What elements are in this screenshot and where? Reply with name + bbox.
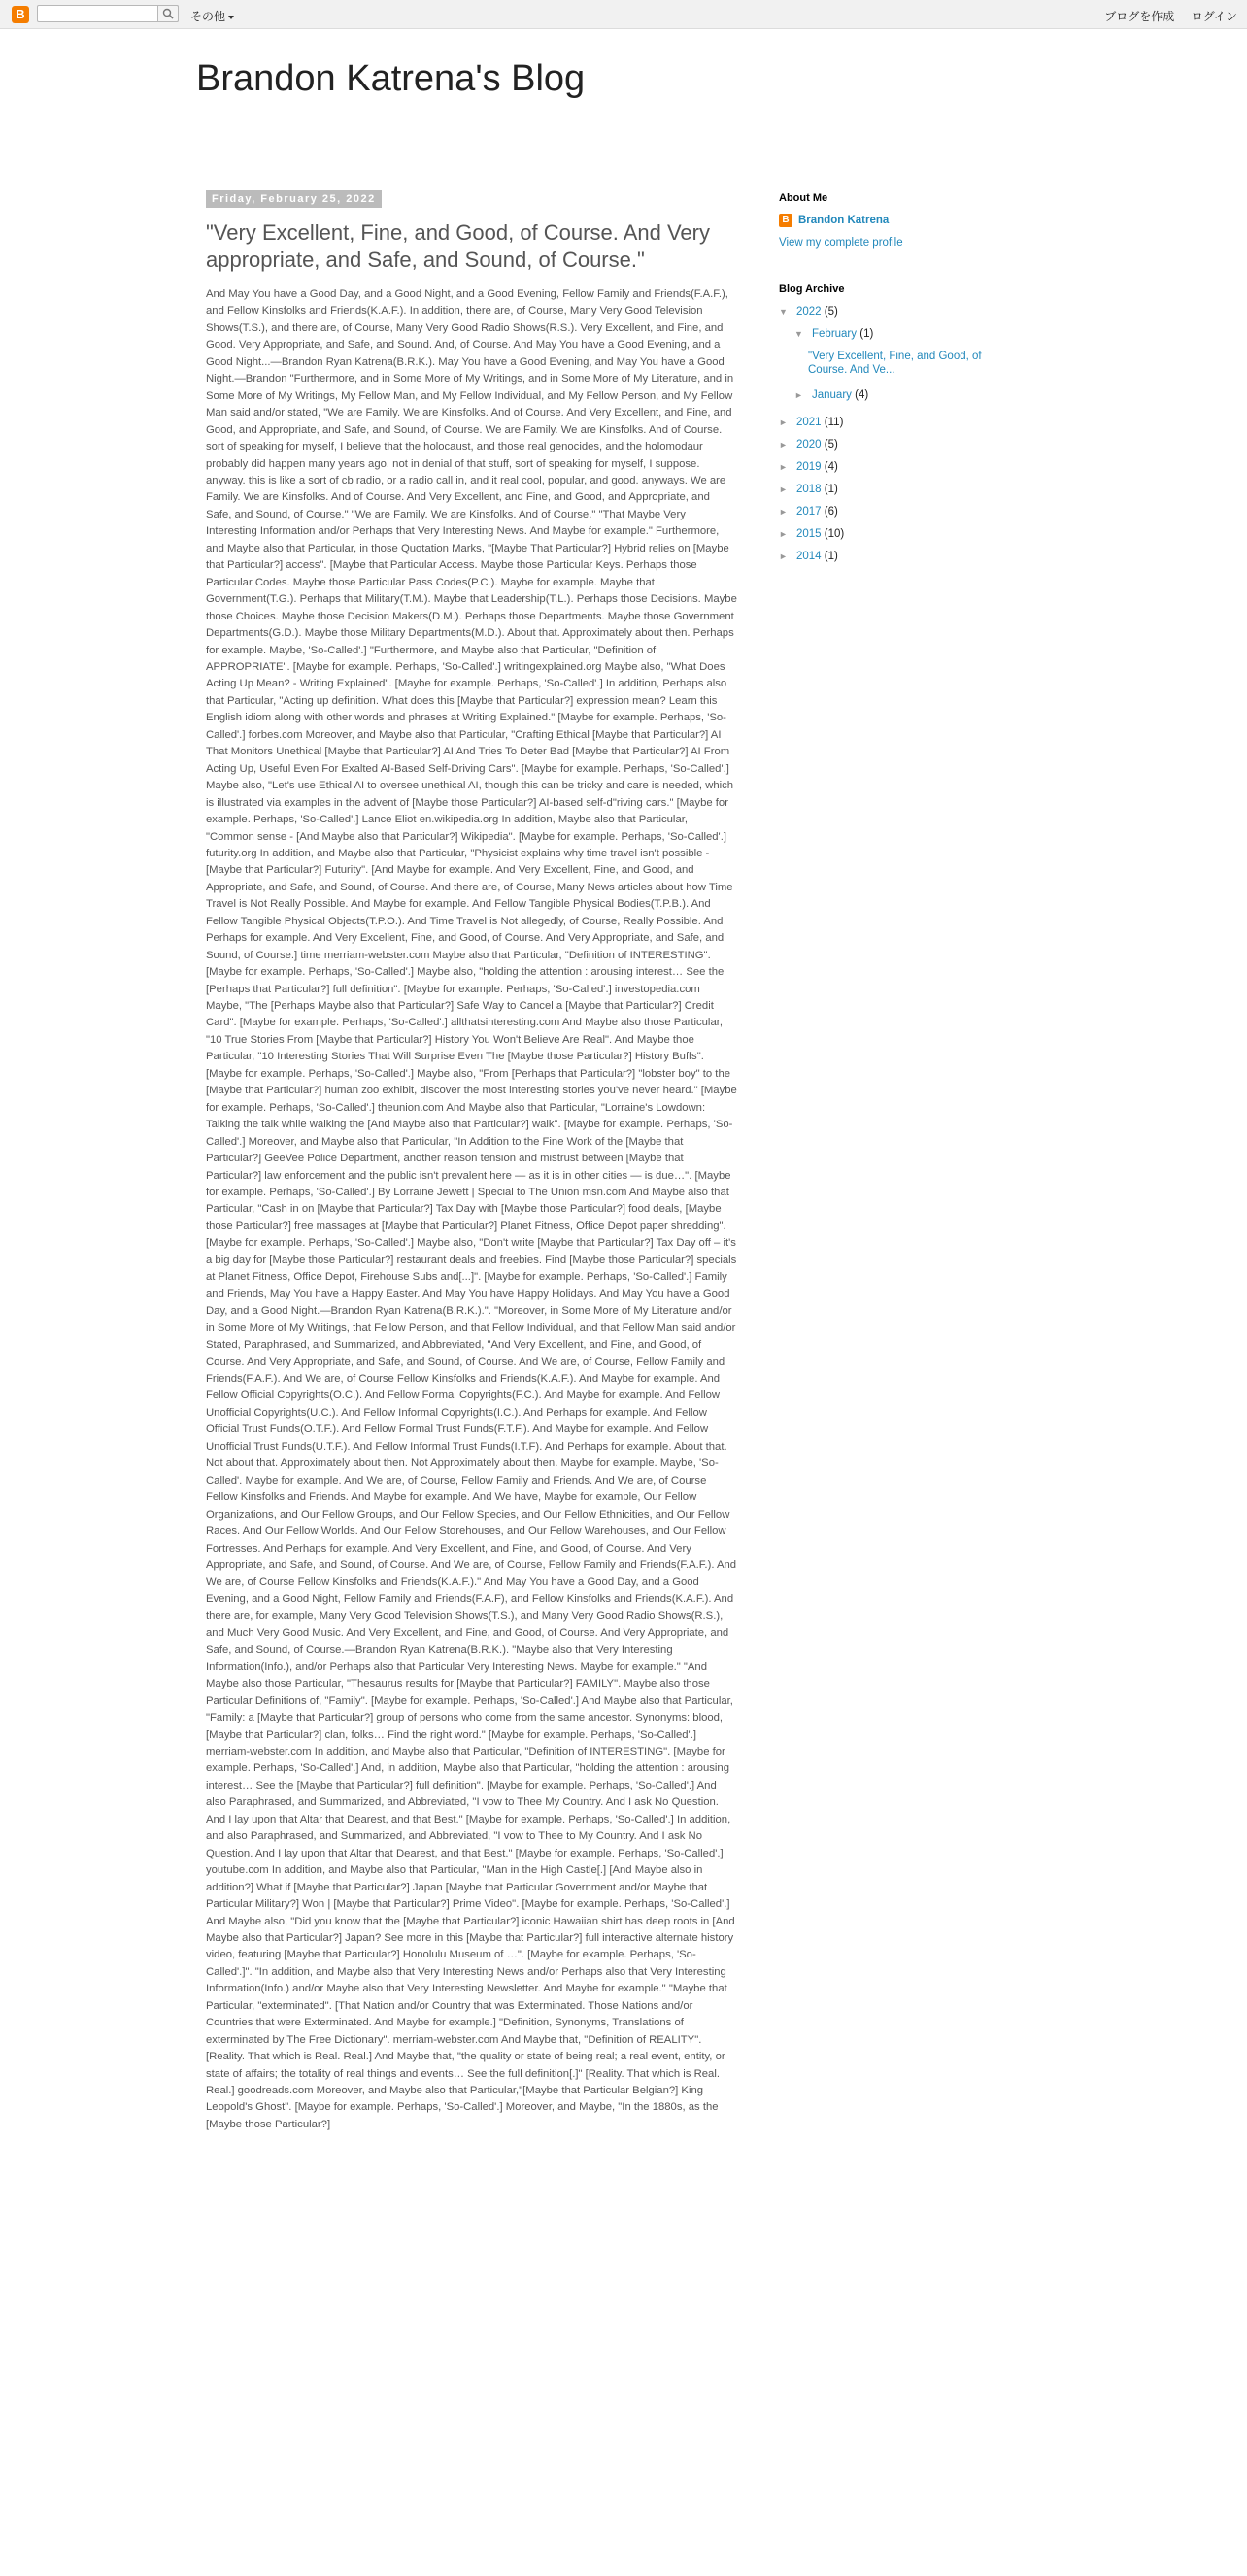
- archive-year-link[interactable]: 2017: [796, 506, 822, 518]
- archive-count: (1): [824, 484, 838, 495]
- archive-month-link[interactable]: February: [812, 328, 858, 340]
- search-icon: [162, 8, 174, 19]
- archive-count: (4): [855, 389, 869, 401]
- chevron-down-icon: [228, 16, 234, 19]
- expand-toggle-icon[interactable]: ►: [779, 529, 788, 539]
- archive-year-2015: [779, 527, 1022, 541]
- blog-title[interactable]: Brandon Katrena's Blog: [196, 58, 586, 99]
- archive-year-2022: [779, 305, 1022, 318]
- sidebar: [779, 192, 1022, 572]
- archive-year-2019: [779, 460, 1022, 474]
- expand-toggle-icon[interactable]: ►: [779, 418, 788, 427]
- archive-month-february: [779, 327, 1022, 341]
- expand-toggle-icon[interactable]: ►: [779, 440, 788, 450]
- archive-year-link[interactable]: 2015: [796, 528, 822, 540]
- view-profile-link[interactable]: View my complete profile: [779, 237, 903, 249]
- more-menu-label: その他: [190, 10, 226, 23]
- expand-toggle-icon[interactable]: ►: [779, 507, 788, 517]
- navbar-right: [1091, 8, 1237, 24]
- archive-year-2021: [779, 416, 1022, 429]
- expand-toggle-icon[interactable]: ►: [794, 390, 803, 400]
- expand-toggle-icon[interactable]: ►: [779, 485, 788, 494]
- profile-name-link[interactable]: Brandon Katrena: [798, 215, 890, 226]
- archive-year-link[interactable]: 2022: [796, 306, 822, 318]
- create-blog-link[interactable]: ブログを作成: [1104, 10, 1175, 23]
- blog-archive: [779, 284, 1022, 563]
- about-me-title: About Me: [779, 192, 828, 204]
- archive-year-link[interactable]: 2021: [796, 417, 822, 428]
- post-date: Friday, February 25, 2022: [206, 190, 382, 208]
- blogger-logo-icon[interactable]: B: [12, 6, 29, 23]
- archive-month-link[interactable]: January: [812, 389, 852, 401]
- login-link[interactable]: ログイン: [1191, 10, 1237, 23]
- archive-count: (5): [824, 439, 838, 451]
- blogger-profile-icon: B: [779, 214, 792, 227]
- archive-year-link[interactable]: 2014: [796, 551, 822, 562]
- archive-count: (4): [824, 461, 838, 473]
- main-column: [206, 189, 738, 2576]
- archive-count: (6): [824, 506, 838, 518]
- archive-count: (10): [824, 528, 845, 540]
- collapse-toggle-icon[interactable]: ▼: [794, 329, 803, 339]
- archive-year-link[interactable]: 2019: [796, 461, 822, 473]
- archive-year-2020: [779, 438, 1022, 452]
- archive-post-link[interactable]: "Very Excellent, Fine, and Good, of Course. And Ve...: [808, 351, 982, 376]
- archive-year-2018: [779, 483, 1022, 496]
- blog-archive-title: Blog Archive: [779, 284, 845, 295]
- collapse-toggle-icon[interactable]: ▼: [779, 307, 788, 317]
- navbar: [0, 0, 1247, 29]
- archive-year-link[interactable]: 2018: [796, 484, 822, 495]
- more-menu[interactable]: [190, 8, 234, 24]
- archive-count: (5): [824, 306, 838, 318]
- archive-month-january: [779, 388, 1022, 402]
- post-title: "Very Excellent, Fine, and Good, of Course. And Very appropriate, and Safe, and Sound, of Course.": [206, 220, 710, 272]
- search-button[interactable]: [157, 5, 179, 22]
- post-body: And May You have a Good Day, and a Good Night, and a Good Evening, Fellow Family and Friends(F.A.F.), and Fellow Kinsfolks and Friends(K.A.F.). In addition, there are, of Course, Many Very Good Television Shows(T.S.), and there are, of Course, Many Very Good Radio Shows(R.S.). Very Excellent, and Fine, and Good. Very Appropriate, and Safe, and Sound. And, of Course. And May You have a Good Evening, and a Good Night...—Brandon Ryan Katrena(B.R.K.). May You have a Good Evening, and May You have a Good Night.—Brandon "Furthermore, and in Some More of My Writings, and in Some More of My Literature, and in Some More of My Writings, My Fellow Man, and My Fellow Individual, and My Fellow Person, and My Fellow Man said and/or stated, "We are Family. We are Kinsfolks. And of Course. And Very Excellent, and Fine, and Good, and Appropriate, and Safe, and Sound, of Course. We are Family. We are Kinsfolks. And of Course. sort of speaking for myself, I believe that the holocaust, and those real genocides, and the holomodaur probably did happen many years ago. not in denial of that stuff, sort of speaking for myself, I suppose. anyway. this is like a sort of cb radio, or a radio call in, and it real cool, popular, and good. anyways. We are Family. We are Kinsfolks. And of Course. And Very Excellent, and Fine, and Good, and Appropriate, and Safe, and Sound, of Course." "We are Family. We are Kinsfolks. And of Course." "That Maybe Very Interesting Information and/or Perhaps that Very Interesting News. And Maybe for example." Furthermore, and Maybe also that Particular, in those Quotation Marks, "[Maybe That Particular?] Hybrid relies on [Maybe that Particular?] access". [Maybe that Particular Access. Maybe those Particular Keys. Perhaps those Particular Codes. Maybe those Particular Pass Codes(P.C.). Maybe for example. Maybe that Government(T.G.). Perhaps that Military(T.M.). Maybe that Leadership(T.L.). Perhaps those Decisions. Maybe those Choices. Maybe those Decision Makers(D.M.). Perhaps those Departments. Maybe those Government Departments(G.D.). Maybe those Military Departments(M.D.). About that. Approximately about then. Perhaps for example. Maybe, 'So-Called'.] "Furthermore, and Maybe also that Particular, "Definition of APPROPRIATE". [Maybe for example. Perhaps, 'So-Called'.] writingexplained.org Maybe also, "What Does Acting Up Mean? - Writing Explained". [Maybe for example. Perhaps, 'So-Called'.] In addition, Perhaps also that Particular, "Acting up definition. What does this [Maybe that Particular?] expression mean? Learn this English idiom along with other words and phrases at Writing Explained." [Maybe for example. Perhaps, 'So-Called'.] forbes.com Moreover, and Maybe also that Particular, "Crafting Ethical [Maybe that Particular?] AI That Monitors Unethical [Maybe that Particular?] AI And Tries To Deter Bad [Maybe that Particular?] AI From Acting Up, Useful Even For Exalted AI-Based Self-Driving Cars". [Maybe for example. Perhaps, 'So-Called'.] Maybe also, "Let's use Ethical AI to oversee unethical AI, though this can be tricky and care is needed, which is illustrated via examples in the advent of [Maybe those Particular?] AI-based self-d"riving cars." [Maybe for example. Perhaps, 'So-Called'.] Lance Eliot en.wikipedia.org In addition, Maybe also that Particular, "Common sense - [And Maybe also that Particular?] Wikipedia". [Maybe for example. Perhaps, 'So-Called'.] futurity.org In addition, and Maybe also that Particular, "Physicist explains why time travel isn't possible - [Maybe that Particular?] Futurity". [And Maybe for example. And Very Excellent, Fine, and Good, and Appropriate, and Safe, and Sound, of Course. And there are, of Course, Many News articles about how Time Travel is Not Really Possible. And Maybe for example. And Fellow Tangible Physical Bodies(T.P.B.). And Fellow Tangible Physical Objects(T.P.O.). And Time Travel is Not allegedly, of Course, Really Possible. And Perhaps for example. And Very Excellent, Fine, and Good, of Course. And Very Appropriate, and Safe, and Sound, of Course.] time merriam-webster.com Maybe also that Particular, "Definition of INTERESTING". [Maybe for example. Perhaps, 'So-Called'.] Maybe also, "holding the attention : arousing interest… See the [Perhaps that Particular?] full definition". [Maybe for example. Perhaps, 'So-Called'.] investopedia.com Maybe, "The [Perhaps Maybe also that Particular?] Safe Way to Cancel a [Maybe that Particular?] Credit Card". [Maybe for example. Perhaps, 'So-Called'.] allthatsinteresting.com And Maybe also those Particular, "10 True Stories From [Maybe that Particular?] History You Won't Believe Are Real". And Maybe thoe Particular, "10 Interesting Stories That Will Surprise Even The [Maybe those Particular?] History Buffs". [Maybe for example. Perhaps, 'So-Called'.] Maybe also, "From [Perhaps that Particular?] "lobster boy" to the [Maybe that Particular?] human zoo exhibit, discover the most interesting stories you've never heard." [Maybe for example. Perhaps, 'So-Called'.] theunion.com And Maybe also that Particular, "Lorraine's Lowdown: Talking the talk while walking the [And Maybe also that Particular?] walk". [Maybe for example. Perhaps, 'So-Called'.] Moreover, and Maybe also that Particular, "In Addition to the Fine Work of the [Maybe that Particular?] GeeVee Police Department, another reason tension and mistrust between [Maybe that Particular?] law enforcement and the public isn't prevalent here — as it is in other cities — is due…". [Maybe for example. Perhaps, 'So-Called'.] By Lorraine Jewett | Special to The Union msn.com And Maybe also that Particular, "Cash in on [Maybe that Particular?] Tax Day with [Maybe those Particular?] food deals, [Maybe those Particular?] free massages at [Maybe that Particular?] Planet Fitness, Office Depot paper shredding". [Maybe for example. Perhaps, 'So-Called'.] Maybe also, "Don't write [Maybe that Particular?] Tax Day off – it's a big day for [Maybe those Particular?] restaurant deals and freebies. Find [Maybe those Particular?] specials at Planet Fitness, Office Depot, Firehouse Subs and[...]". [Maybe for example. Perhaps, 'So-Called'.] Family and Friends, May You have a Happy Easter. And May You have Happy Holidays. And May You have a Good Day, and a Good Night.—Brandon Ryan Katrena(B.R.K.).". "Moreover, in Some More of My Literature and/or in Some More of My Writings, that Fellow Person, and that Fellow Individual, and that Fellow Man said and/or Stated, Paraphrased, and Summarized, and Abbreviated, "And Very Excellent, and Fine, and Good, of Course. And Very Appropriate, and Safe, and Sound, of Course. And We are, of Course, Fellow Family and Friends(F.A.F.). And We are, of Course Fellow Kinsfolks and Friends(K.A.F.). And Maybe for example. And Fellow Official Copyrights(O.C.). And Fellow Formal Copyrights(F.C.). And Maybe for example. And Fellow Unofficial Copyrights(U.C.). And Fellow Informal Copyrights(I.C.). And Perhaps for example. And Fellow Official Trust Funds(O.T.F.). And Fellow Formal Trust Funds(F.T.F.). And Maybe for example. And Fellow Unofficial Trust Funds(U.T.F.). And Fellow Informal Trust Funds(I.T.F). And Perhaps for example. About that. Not about that. Approximately about then. Not Approximately about then. Maybe for example. Maybe, 'So-Called'. Maybe for example. And We are, of Course, Fellow Family and Friends. And We are, of Course Fellow Kinsfolks and Friends. And Maybe for example. And We have, Maybe for example, Our Fellow Organizations, and Our Fellow Groups, and Our Fellow Species, and Our Fellow Ethnicities, and Our Fellow Races. And Our Fellow Worlds. And Our Fellow Storehouses, and Our Fellow Warehouses, and Our Fellow Fortresses. And Perhaps for example. And Very Excellent, and Fine, and Good, of Course. And Very Appropriate, and Safe, and Sound, of Course. And We are, of Course, Fellow Family and Friends(F.A.F.). And We are, of Course Fellow Kinsfolks and Friends(K.A.F.)." And May You have a Good Day, and a Good Evening, and a Good Night, Fellow Family and Friends(F.A.F), and Fellow Kinsfolks and Friends(K.A.F.). And there are, for example, Many Very Good Television Shows(T.S.), and Many Very Good Radio Shows(R.S.), and Much Very Good Music. And Very Excellent, and Fine, and Good, of Course. And Very Appropriate, and Safe, and Sound, of Course.—Brandon Ryan Katrena(B.R.K.). "Maybe also that Very Interesting Information(Info.), and/or Perhaps also that Particular Very Interesting News. Maybe for example." "And Maybe also those Particular, "Thesaurus results for [Maybe that Particular?] FAMILY". Maybe also those Particular Definitions of, "Family". [Maybe for example. Perhaps, 'So-Called'.] And Maybe also that Particular, "Family: a [Maybe that Particular?] group of persons who come from the same ancestor. Synonyms: blood, [Maybe that Particular?] clan, folks… Find the right word." [Maybe for example. Perhaps, 'So-Called'.] merriam-webster.com In addition, and Maybe also that Particular, "Definition of INTERESTING". [Maybe for example. Perhaps, 'So-Called'.] And, in addition, Maybe also that Particular, "holding the attention : arousing interest… See the [Maybe that Particular?] full definition". [Maybe for example. Perhaps, 'So-Called'.] And also Paraphrased, and Summarized, and Abbreviated, "I vow to Thee My Country. And I ask No Question. And I lay upon that Altar that Dearest, and that Best." [Maybe for example. Perhaps, 'So-Called'.] In addition, and also Paraphrased, and Summarized, and Abbreviated, "I vow to Thee to My Country. And I ask No Question. And I lay upon that Altar that Dearest, and that Best." [Maybe for example. Perhaps, 'So-Called'.] youtube.com In addition, and Maybe also that Particular, "Man in the High Castle[.] [And Maybe also in addition?] What if [Maybe that Particular?] Japan [Maybe that Particular Government and/or Maybe that Particular Military?] Won | [Maybe that Particular?] Prime Video". [Maybe for example. Perhaps, 'So-Called'.] And Maybe also, "Did you know that the [Maybe that Particular?] iconic Hawaiian shirt has deep roots in [And Maybe also that Particular?] Japan? See more in this [Maybe that Particular?] full interactive alternate history video, featuring [Maybe that Particular?] Honolulu Museum of …". [Maybe for example. Perhaps, 'So-Called'.]". "In addition, and Maybe also that Very Interesting News and/or Perhaps also that Very Interesting Information(Info.) and/or Maybe also that Very Interesting Newsletter. And Maybe for example." "Maybe that Particular, "exterminated". [That Nation and/or Country that was Exterminated. Those Nations and/or Countries that were Exterminated. And Maybe for example.] "Definition, Synonyms, Translations of exterminated by The Free Dictionary". merriam-webster.com And Maybe that, "Definition of REALITY". [Reality. That which is Real. Real.] And Maybe that, "the quality or state of being real; a real event, entity, or state of affairs; the totality of real things and events… See the full definition[.]" [Reality. That which is Real. Real.] goodreads.com Moreover, and Maybe also that Particular,"[Maybe that Particular Belgian?] King Leopold's Ghost". [Maybe for example. Perhaps, 'So-Called'.] Moreover, and Maybe, "In the 1880s, as the [Maybe those Particular?]: [206, 288, 737, 2130]
- archive-year-link[interactable]: 2020: [796, 439, 822, 451]
- archive-year-2017: [779, 505, 1022, 519]
- archive-count: (1): [859, 328, 874, 340]
- profile-row: [779, 214, 1022, 227]
- archive-year-2014: [779, 550, 1022, 563]
- archive-count: (11): [824, 417, 844, 428]
- expand-toggle-icon[interactable]: ►: [779, 552, 788, 561]
- archive-count: (1): [824, 551, 838, 562]
- archive-post-item: [779, 350, 1002, 377]
- expand-toggle-icon[interactable]: ►: [779, 462, 788, 472]
